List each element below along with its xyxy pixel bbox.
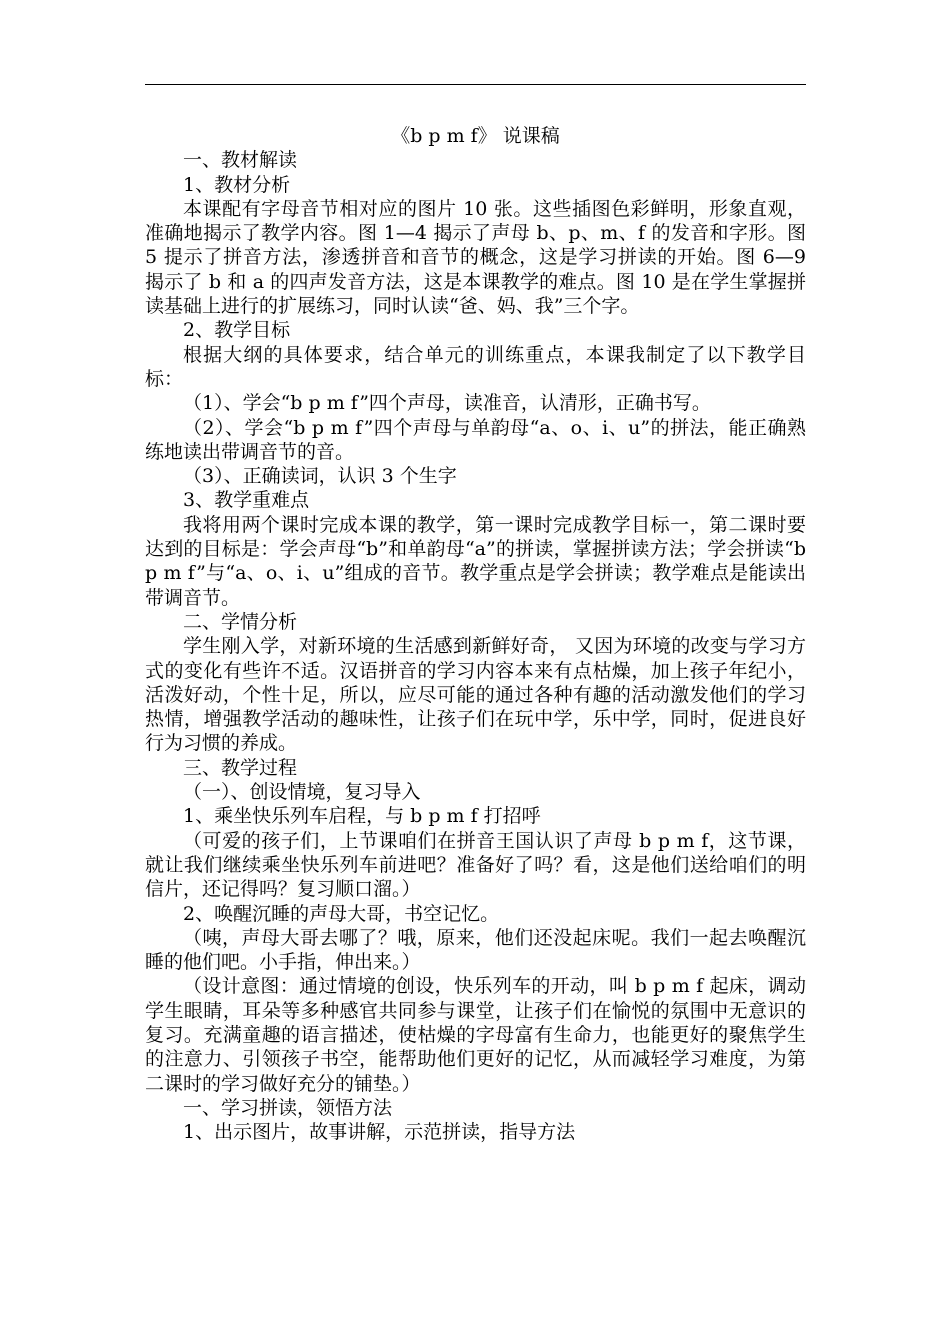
paragraph-train: （可爱的孩子们，上节课咱们在拼音王国认识了声母 b p m f，这节课，就让我们继续乘坐快乐列车前进吧？准备好了吗？看，这是他们送给咱们的明信片，还记得吗？复习顺口溜。）: [145, 829, 806, 901]
goal-item-1: （1）、学会“b p m f”四个声母，读准音，认清形，正确书写。: [183, 392, 711, 415]
paragraph-design-intent: （设计意图：通过情境的创设，快乐列车的开动，叫 b p m f 起床，调动学生眼睛，耳朵等多种感官共同参与课堂，让孩子们在愉悦的氛围中无意识的复习。充满童趣的语言描述，使枯燥的字母富有生命力，也能更好的聚焦学生的注意力、引领孩子书空，能帮助他们更好的记忆，从而减轻学习难度，为第二课时的学习做好充分的铺垫。）: [145, 975, 806, 1095]
goal-item-2: （2）、学会“b p m f”四个声母与单韵母“a、o、i、u”的拼法，能正确熟练地读出带调音节的音。: [145, 416, 806, 463]
paragraph-analysis: 本课配有字母音节相对应的图片 10 张。这些插图色彩鲜明，形象直观，准确地揭示了教学内容。图 1—4 揭示了声母 b、p、m、f 的发音和字形。图 5 提示了拼音方法，渗透拼音和音节的概念，这是学习拼读的开始。图 6—9 揭示了 b 和 a 的四声发音方法，这是本课教学的难点。图 10 是在学生掌握拼读基础上进行的扩展练习，同时认读“爸、妈、我”三个字。: [145, 197, 806, 318]
paragraph-goals-intro: 根据大纲的具体要求，结合单元的训练重点，本课我制定了以下教学目标：: [145, 343, 806, 390]
section-heading-process: 三、教学过程: [183, 756, 298, 779]
subheading-analysis: 1、教材分析: [183, 173, 291, 196]
subheading-learn-reading: 一、学习拼读，领悟方法: [183, 1096, 393, 1119]
paragraph-key-points: 我将用两个课时完成本课的教学，第一课时完成教学目标一，第二课时要达到的目标是：学会声母“b”和单韵母“a”的拼读，掌握拼读方法；学会拼读“b p m f”与“a、o、i、u”组成的音节。教学重点是学会拼读；教学难点是能读出带调音节。: [145, 513, 806, 609]
step-heading-wake: 2、唤醒沉睡的声母大哥，书空记忆。: [183, 902, 500, 925]
section-heading-textbook: 一、教材解读: [183, 149, 298, 172]
goal-item-3: （3）、正确读词，认识 3 个生字: [183, 465, 457, 488]
paragraph-students: 学生刚入学，对新环境的生活感到新鲜好奇， 又因为环境的改变与学习方式的变化有些许不适。汉语拼音的学习内容本来有点枯燥，加上孩子年纪小，活泼好动，个性十足，所以，应尽可能的通过各种有趣的活动激发他们的学习热情，增强教学活动的趣味性，让孩子们在玩中学，乐中学，同时，促进良好行为习惯的养成。: [145, 635, 806, 755]
document-body: [145, 124, 806, 1144]
paragraph-wake: （咦，声母大哥去哪了？哦，原来，他们还没起床呢。我们一起去唤醒沉睡的他们吧。小手指，伸出来。）: [145, 926, 806, 974]
subheading-goals: 2、教学目标: [183, 319, 291, 342]
step-heading-train: 1、乘坐快乐列车启程，与 b p m f 打招呼: [183, 805, 541, 828]
step-heading-pictures: 1、出示图片，故事讲解，示范拼读，指导方法: [183, 1121, 576, 1144]
header-rule: [145, 84, 806, 85]
subheading-key-points: 3、教学重难点: [183, 489, 310, 512]
document-title: 《b p m f》 说课稿: [391, 125, 560, 147]
section-heading-students: 二、学情分析: [183, 610, 298, 633]
subheading-situation: （一）、创设情境，复习导入: [183, 781, 421, 804]
